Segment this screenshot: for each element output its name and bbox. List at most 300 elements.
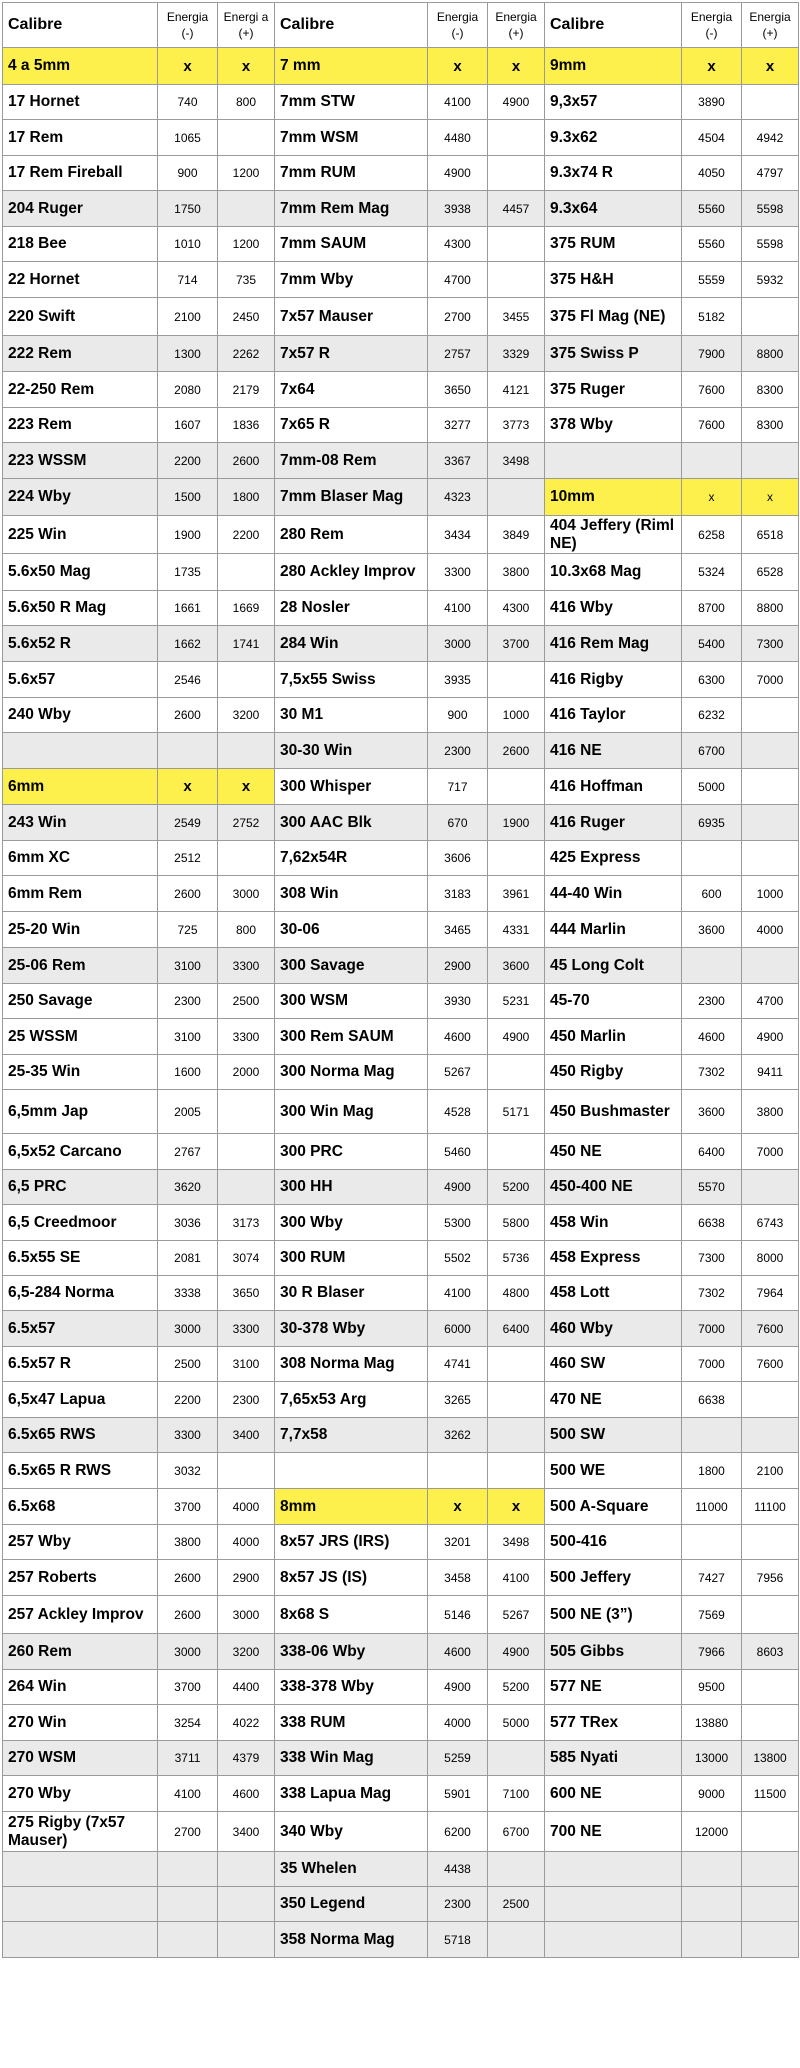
energy-plus-cell (742, 1852, 799, 1887)
energy-minus-cell (682, 1922, 742, 1958)
table-row (3, 733, 799, 769)
energy-minus-cell: 4100 (428, 591, 488, 626)
energy-plus-cell: 3300 (218, 948, 275, 984)
energy-minus-cell: 3700 (158, 1670, 218, 1705)
energy-minus-cell: 4050 (682, 156, 742, 191)
calibre-cell: 375 Swiss P (545, 336, 682, 372)
energy-plus-cell: 1741 (218, 626, 275, 662)
energy-minus-cell: 4438 (428, 1852, 488, 1887)
energy-plus-cell: 8800 (742, 336, 799, 372)
calibre-cell: 7mm WSM (275, 120, 428, 156)
energy-plus-cell: 735 (218, 262, 275, 298)
energy-minus-cell: 6258 (682, 516, 742, 554)
energy-plus-cell: 4700 (742, 984, 799, 1019)
calibre-cell: 204 Ruger (3, 191, 158, 227)
energy-minus-cell: 2700 (428, 298, 488, 336)
table-row (3, 1887, 799, 1922)
energy-minus-cell: 5400 (682, 626, 742, 662)
energy-minus-cell (682, 1418, 742, 1453)
calibre-cell: 6.5x65 RWS (3, 1418, 158, 1453)
energy-plus-cell: 5000 (488, 1705, 545, 1741)
calibre-cell: 460 Wby (545, 1311, 682, 1347)
energy-minus-cell (682, 1525, 742, 1560)
calibre-cell: 404 Jeffery (Riml NE) (545, 516, 682, 554)
calibre-cell: 6mm Rem (3, 876, 158, 912)
calibre-cell: 600 NE (545, 1776, 682, 1812)
energy-minus-cell: 1750 (158, 191, 218, 227)
calibre-cell: 5.6x50 R Mag (3, 591, 158, 626)
calibre-cell (545, 443, 682, 479)
calibre-cell: 225 Win (3, 516, 158, 554)
energy-minus-cell: 1065 (158, 120, 218, 156)
calibre-cell: 44-40 Win (545, 876, 682, 912)
energy-plus-cell: 8800 (742, 591, 799, 626)
calibre-cell: 22-250 Rem (3, 372, 158, 408)
table-body (3, 48, 799, 1958)
energy-plus-cell (488, 662, 545, 698)
table-row (3, 479, 799, 516)
energy-plus-cell (742, 841, 799, 876)
table-row (3, 554, 799, 591)
energy-minus-cell: 2757 (428, 336, 488, 372)
calibre-cell: 375 Ruger (545, 372, 682, 408)
calibre-cell: 450 Bushmaster (545, 1090, 682, 1134)
energy-plus-cell: x (218, 769, 275, 805)
table-row (3, 1241, 799, 1276)
energy-minus-cell: 1900 (158, 516, 218, 554)
energy-minus-cell: 1735 (158, 554, 218, 591)
energy-plus-cell: x (218, 48, 275, 85)
energy-minus-cell: 4528 (428, 1090, 488, 1134)
table-row (3, 372, 799, 408)
calibre-cell: 7mm-08 Rem (275, 443, 428, 479)
table-row (3, 841, 799, 876)
energy-plus-cell: 3800 (742, 1090, 799, 1134)
header-energy-minus: Energia (-) (682, 3, 742, 48)
calibre-cell: 7,7x58 (275, 1418, 428, 1453)
energy-minus-cell: 3036 (158, 1205, 218, 1241)
energy-minus-cell: 5146 (428, 1596, 488, 1634)
energy-minus-cell: 7427 (682, 1560, 742, 1596)
energy-plus-cell (742, 1418, 799, 1453)
energy-plus-cell: 11500 (742, 1776, 799, 1812)
energy-minus-cell: 3262 (428, 1418, 488, 1453)
energy-plus-cell: 4022 (218, 1705, 275, 1741)
energy-plus-cell (488, 1741, 545, 1776)
header-energy-plus: Energia (+) (742, 3, 799, 48)
energy-minus-cell: 5300 (428, 1205, 488, 1241)
energy-plus-cell: 11100 (742, 1489, 799, 1525)
calibre-cell: 5.6x57 (3, 662, 158, 698)
energy-plus-cell: x (742, 479, 799, 516)
energy-minus-cell: 4100 (428, 85, 488, 120)
energy-minus-cell: 3434 (428, 516, 488, 554)
energy-minus-cell: 5901 (428, 1776, 488, 1812)
energy-minus-cell: 740 (158, 85, 218, 120)
energy-minus-cell: 5570 (682, 1170, 742, 1205)
energy-plus-cell (742, 1525, 799, 1560)
energy-plus-cell: 1200 (218, 227, 275, 262)
energy-minus-cell: 3367 (428, 443, 488, 479)
table-row (3, 591, 799, 626)
energy-plus-cell: 4300 (488, 591, 545, 626)
table-row (3, 626, 799, 662)
calibre-cell: 28 Nosler (275, 591, 428, 626)
energy-plus-cell: 2600 (488, 733, 545, 769)
calibre-cell: 500 SW (545, 1418, 682, 1453)
energy-minus-cell: 2600 (158, 876, 218, 912)
energy-plus-cell: 2450 (218, 298, 275, 336)
energy-plus-cell: 5171 (488, 1090, 545, 1134)
calibre-cell: 7x57 Mauser (275, 298, 428, 336)
energy-plus-cell (218, 120, 275, 156)
energy-plus-cell (488, 156, 545, 191)
energy-minus-cell: 4300 (428, 227, 488, 262)
calibre-cell: 6,5 PRC (3, 1170, 158, 1205)
header-energy-plus: Energia (+) (488, 3, 545, 48)
energy-plus-cell (742, 948, 799, 984)
calibre-cell: 338-06 Wby (275, 1634, 428, 1670)
calibre-cell: 416 Hoffman (545, 769, 682, 805)
energy-minus-cell: 5502 (428, 1241, 488, 1276)
table-row (3, 1453, 799, 1489)
energy-minus-cell: 3265 (428, 1382, 488, 1418)
table-row (3, 443, 799, 479)
energy-minus-cell: 4100 (428, 1276, 488, 1311)
calibre-cell: 338 Win Mag (275, 1741, 428, 1776)
energy-plus-cell: 4000 (218, 1489, 275, 1525)
energy-plus-cell: 3300 (218, 1019, 275, 1055)
energy-plus-cell: 6518 (742, 516, 799, 554)
energy-minus-cell: 4741 (428, 1347, 488, 1382)
energy-plus-cell: 7600 (742, 1311, 799, 1347)
table-row (3, 85, 799, 120)
energy-minus-cell: 4900 (428, 1670, 488, 1705)
calibre-cell: 257 Ackley Improv (3, 1596, 158, 1634)
table-row (3, 408, 799, 443)
table-row (3, 191, 799, 227)
energy-minus-cell: 6638 (682, 1382, 742, 1418)
calibre-cell: 280 Ackley Improv (275, 554, 428, 591)
calibre-cell: 358 Norma Mag (275, 1922, 428, 1958)
energy-plus-cell: 4900 (488, 85, 545, 120)
calibre-cell: 222 Rem (3, 336, 158, 372)
energy-minus-cell: 3465 (428, 912, 488, 948)
energy-minus-cell: 6935 (682, 805, 742, 841)
calibre-cell: 300 Rem SAUM (275, 1019, 428, 1055)
energy-minus-cell: 6000 (428, 1311, 488, 1347)
energy-minus-cell (682, 1852, 742, 1887)
calibre-cell: 25-20 Win (3, 912, 158, 948)
energy-plus-cell: 8000 (742, 1241, 799, 1276)
table-row (3, 1670, 799, 1705)
calibre-cell: 338 Lapua Mag (275, 1776, 428, 1812)
calibre-cell: 500 NE (3”) (545, 1596, 682, 1634)
calibre-cell: 338 RUM (275, 1705, 428, 1741)
energy-minus-cell: 2700 (158, 1812, 218, 1852)
calibre-cell: 224 Wby (3, 479, 158, 516)
energy-minus-cell: 5259 (428, 1741, 488, 1776)
energy-plus-cell: 3000 (218, 1596, 275, 1634)
energy-minus-cell: 3032 (158, 1453, 218, 1489)
energy-plus-cell (742, 733, 799, 769)
table-row (3, 1922, 799, 1958)
calibre-cell: 30-378 Wby (275, 1311, 428, 1347)
calibre-cell: 10mm (545, 479, 682, 516)
table-row (3, 1276, 799, 1311)
energy-plus-cell: 6528 (742, 554, 799, 591)
energy-minus-cell: 1500 (158, 479, 218, 516)
energy-minus-cell: 4900 (428, 156, 488, 191)
energy-minus-cell: 2600 (158, 1560, 218, 1596)
calibre-cell: 300 Whisper (275, 769, 428, 805)
energy-minus-cell: 6638 (682, 1205, 742, 1241)
energy-minus-cell: 2081 (158, 1241, 218, 1276)
calibre-cell (545, 1922, 682, 1958)
energy-plus-cell: 4000 (218, 1525, 275, 1560)
energy-plus-cell (742, 1170, 799, 1205)
header-energy-plus: Energi a (+) (218, 3, 275, 48)
energy-plus-cell: 7100 (488, 1776, 545, 1812)
energy-plus-cell: 7956 (742, 1560, 799, 1596)
energy-minus-cell: 900 (428, 698, 488, 733)
energy-plus-cell (218, 1090, 275, 1134)
energy-minus-cell: x (158, 48, 218, 85)
calibre-cell: 7x64 (275, 372, 428, 408)
calibre-cell: 9.3x74 R (545, 156, 682, 191)
calibre-cell: 275 Rigby (7x57 Mauser) (3, 1812, 158, 1852)
table-row (3, 1776, 799, 1812)
calibre-cell: 458 Win (545, 1205, 682, 1241)
energy-minus-cell: 2005 (158, 1090, 218, 1134)
energy-minus-cell: 6232 (682, 698, 742, 733)
calibre-cell: 300 RUM (275, 1241, 428, 1276)
energy-minus-cell: 4100 (158, 1776, 218, 1812)
energy-plus-cell: 1800 (218, 479, 275, 516)
energy-plus-cell: 3455 (488, 298, 545, 336)
calibre-cell: 300 Savage (275, 948, 428, 984)
energy-minus-cell: 6400 (682, 1134, 742, 1170)
energy-plus-cell (488, 120, 545, 156)
energy-plus-cell (742, 1382, 799, 1418)
energy-minus-cell: 3254 (158, 1705, 218, 1741)
energy-minus-cell: 3000 (428, 626, 488, 662)
energy-plus-cell: 3773 (488, 408, 545, 443)
energy-plus-cell (742, 1670, 799, 1705)
energy-minus-cell: 2512 (158, 841, 218, 876)
energy-plus-cell: 2100 (742, 1453, 799, 1489)
energy-minus-cell: 3000 (158, 1311, 218, 1347)
calibre-cell: 416 Rem Mag (545, 626, 682, 662)
energy-minus-cell: 6300 (682, 662, 742, 698)
header-energy-minus: Energia (-) (428, 3, 488, 48)
energy-minus-cell: 9000 (682, 1776, 742, 1812)
calibre-cell: 264 Win (3, 1670, 158, 1705)
calibre-cell: 6,5mm Jap (3, 1090, 158, 1134)
energy-minus-cell: 5560 (682, 191, 742, 227)
energy-plus-cell: 9411 (742, 1055, 799, 1090)
energy-plus-cell: 1669 (218, 591, 275, 626)
energy-minus-cell: 3201 (428, 1525, 488, 1560)
calibre-cell: 505 Gibbs (545, 1634, 682, 1670)
calibre-cell: 7mm SAUM (275, 227, 428, 262)
calibre-cell: 220 Swift (3, 298, 158, 336)
energy-minus-cell: 600 (682, 876, 742, 912)
energy-plus-cell (488, 1852, 545, 1887)
energy-minus-cell: 3938 (428, 191, 488, 227)
energy-plus-cell: 4121 (488, 372, 545, 408)
calibre-cell: 6,5x52 Carcano (3, 1134, 158, 1170)
energy-minus-cell: 13880 (682, 1705, 742, 1741)
calibre-cell: 7,5x55 Swiss (275, 662, 428, 698)
calibre-cell: 7x65 R (275, 408, 428, 443)
energy-plus-cell (742, 1705, 799, 1741)
calibre-cell: 17 Rem (3, 120, 158, 156)
calibre-cell: 6.5x57 (3, 1311, 158, 1347)
energy-minus-cell: 3700 (158, 1489, 218, 1525)
energy-plus-cell: 1836 (218, 408, 275, 443)
energy-minus-cell: 2080 (158, 372, 218, 408)
energy-minus-cell: 3890 (682, 85, 742, 120)
calibre-cell (545, 1887, 682, 1922)
calibre-cell: 450 NE (545, 1134, 682, 1170)
energy-minus-cell: 3458 (428, 1560, 488, 1596)
energy-minus-cell: 2300 (428, 1887, 488, 1922)
table-row (3, 48, 799, 85)
calibre-cell: 416 NE (545, 733, 682, 769)
energy-plus-cell: 7000 (742, 1134, 799, 1170)
calibre-cell: 6.5x57 R (3, 1347, 158, 1382)
calibre-cell: 9,3x57 (545, 85, 682, 120)
calibre-cell: 308 Norma Mag (275, 1347, 428, 1382)
energy-plus-cell: 3498 (488, 1525, 545, 1560)
energy-plus-cell: 5800 (488, 1205, 545, 1241)
table-row (3, 1596, 799, 1634)
energy-minus-cell: 3300 (158, 1418, 218, 1453)
energy-plus-cell: 7000 (742, 662, 799, 698)
energy-minus-cell: 717 (428, 769, 488, 805)
energy-minus-cell: 900 (158, 156, 218, 191)
calibre-cell: 416 Taylor (545, 698, 682, 733)
energy-minus-cell: 6200 (428, 1812, 488, 1852)
energy-plus-cell: 4000 (742, 912, 799, 948)
energy-plus-cell: 3800 (488, 554, 545, 591)
calibre-cell: 300 WSM (275, 984, 428, 1019)
table-row (3, 336, 799, 372)
calibre-cell: 7mm Wby (275, 262, 428, 298)
calibre-cell: 9mm (545, 48, 682, 85)
energy-minus-cell: 11000 (682, 1489, 742, 1525)
energy-minus-cell: 3100 (158, 1019, 218, 1055)
calibre-cell: 250 Savage (3, 984, 158, 1019)
energy-minus-cell: 7302 (682, 1276, 742, 1311)
energy-plus-cell: 3400 (218, 1812, 275, 1852)
energy-plus-cell: 13800 (742, 1741, 799, 1776)
calibre-cell: 218 Bee (3, 227, 158, 262)
energy-plus-cell (218, 1852, 275, 1887)
energy-plus-cell (218, 1134, 275, 1170)
calibre-cell: 450 Marlin (545, 1019, 682, 1055)
table-row (3, 1311, 799, 1347)
energy-minus-cell: 12000 (682, 1812, 742, 1852)
calibre-cell: 240 Wby (3, 698, 158, 733)
table-row (3, 1852, 799, 1887)
energy-plus-cell: 3074 (218, 1241, 275, 1276)
energy-plus-cell (218, 662, 275, 698)
energy-plus-cell: 3173 (218, 1205, 275, 1241)
table-row (3, 805, 799, 841)
energy-plus-cell: 3300 (218, 1311, 275, 1347)
energy-minus-cell: 2200 (158, 443, 218, 479)
calibre-cell: 300 Norma Mag (275, 1055, 428, 1090)
energy-minus-cell (158, 1922, 218, 1958)
calibre-cell: 45-70 (545, 984, 682, 1019)
energy-minus-cell: 5267 (428, 1055, 488, 1090)
calibre-cell: 6mm XC (3, 841, 158, 876)
energy-plus-cell (488, 1418, 545, 1453)
calibre-cell: 257 Wby (3, 1525, 158, 1560)
energy-minus-cell: 2300 (682, 984, 742, 1019)
energy-plus-cell: 3200 (218, 1634, 275, 1670)
energy-minus-cell: 5324 (682, 554, 742, 591)
calibre-cell: 30-30 Win (275, 733, 428, 769)
energy-plus-cell: 4900 (488, 1634, 545, 1670)
energy-plus-cell: 3000 (218, 876, 275, 912)
calibre-cell: 375 H&H (545, 262, 682, 298)
calibre-cell: 6.5x68 (3, 1489, 158, 1525)
energy-plus-cell: 6743 (742, 1205, 799, 1241)
caliber-energy-table (2, 2, 799, 1958)
energy-plus-cell (488, 841, 545, 876)
table-row (3, 1741, 799, 1776)
energy-minus-cell: 7300 (682, 1241, 742, 1276)
calibre-cell: 585 Nyati (545, 1741, 682, 1776)
calibre-cell: 8mm (275, 1489, 428, 1525)
energy-plus-cell (488, 1453, 545, 1489)
energy-minus-cell: 1662 (158, 626, 218, 662)
energy-minus-cell: 1800 (682, 1453, 742, 1489)
energy-plus-cell: 4457 (488, 191, 545, 227)
energy-plus-cell: 4379 (218, 1741, 275, 1776)
calibre-cell: 270 Wby (3, 1776, 158, 1812)
energy-plus-cell (742, 769, 799, 805)
calibre-cell: 7mm Blaser Mag (275, 479, 428, 516)
calibre-cell: 35 Whelen (275, 1852, 428, 1887)
calibre-cell: 10.3x68 Mag (545, 554, 682, 591)
energy-minus-cell: 1010 (158, 227, 218, 262)
energy-plus-cell: 2000 (218, 1055, 275, 1090)
calibre-cell: 6.5x55 SE (3, 1241, 158, 1276)
energy-plus-cell: 1000 (742, 876, 799, 912)
energy-plus-cell: 7300 (742, 626, 799, 662)
energy-plus-cell: 8300 (742, 408, 799, 443)
energy-plus-cell: x (488, 48, 545, 85)
energy-plus-cell: 4900 (742, 1019, 799, 1055)
calibre-cell: 460 SW (545, 1347, 682, 1382)
calibre-cell: 25-06 Rem (3, 948, 158, 984)
table-header (3, 3, 799, 48)
energy-minus-cell: 3606 (428, 841, 488, 876)
calibre-cell: 378 Wby (545, 408, 682, 443)
calibre-cell: 7,62x54R (275, 841, 428, 876)
calibre-cell: 5.6x50 Mag (3, 554, 158, 591)
energy-minus-cell: 3800 (158, 1525, 218, 1560)
table-row (3, 1382, 799, 1418)
calibre-cell: 300 Win Mag (275, 1090, 428, 1134)
energy-plus-cell: x (742, 48, 799, 85)
calibre-cell (3, 1887, 158, 1922)
energy-plus-cell: 3200 (218, 698, 275, 733)
